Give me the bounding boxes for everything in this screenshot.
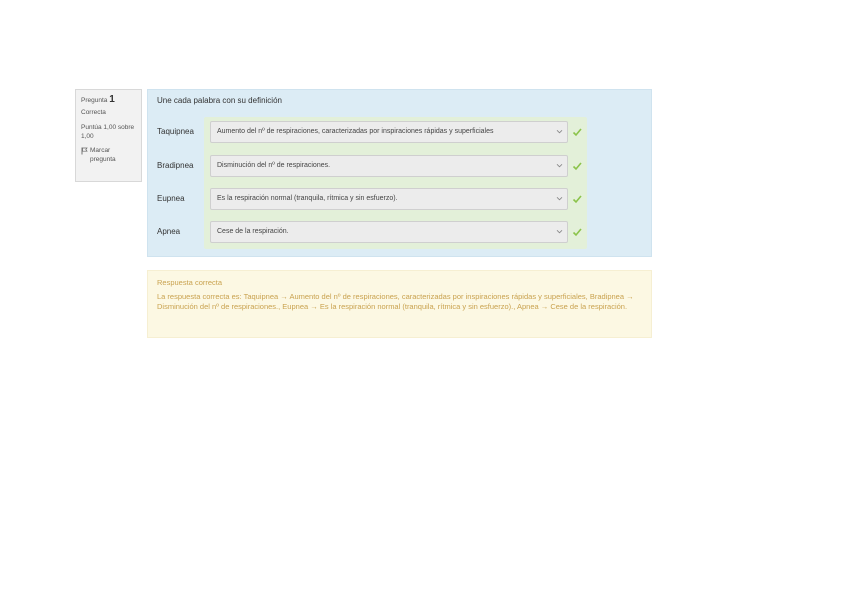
definition-select[interactable]	[210, 121, 568, 143]
question-info	[75, 89, 142, 182]
chevron-down-icon	[556, 162, 563, 169]
term-label: Eupnea	[157, 194, 185, 203]
select-value: Es la respiración normal (tranquila, rítmica y sin esfuerzo).	[217, 195, 398, 202]
select-value: Aumento del nº de respiraciones, caracterizadas por inspiraciones rápidas y superficiales	[217, 128, 494, 135]
flag-question-button[interactable]	[81, 146, 136, 164]
chevron-down-icon	[556, 128, 563, 135]
definition-select[interactable]	[210, 188, 568, 210]
definition-select[interactable]	[210, 221, 568, 243]
check-icon	[572, 161, 582, 171]
question-state: Correcta	[81, 109, 106, 116]
question-number-row	[81, 94, 136, 106]
answer-row	[157, 151, 587, 181]
answer-table	[157, 117, 587, 249]
check-icon	[572, 127, 582, 137]
flag-question-label: Marcar pregunta	[90, 147, 116, 163]
question-grade: Puntúa 1,00 sobre 1,00	[81, 124, 135, 140]
select-value: Disminución del nº de respiraciones.	[217, 162, 331, 169]
answer-row	[157, 217, 587, 247]
flag-icon	[81, 147, 88, 155]
term-label: Apnea	[157, 227, 181, 236]
select-value: Cese de la respiración.	[217, 228, 289, 235]
chevron-down-icon	[556, 228, 563, 235]
question-label: Pregunta	[81, 97, 108, 104]
feedback-heading: Respuesta correcta	[157, 278, 223, 287]
feedback-panel	[147, 270, 652, 338]
question-text: Une cada palabra con su definición	[157, 96, 282, 105]
chevron-down-icon	[556, 195, 563, 202]
answer-row	[157, 117, 587, 147]
term-label: Taquipnea	[157, 127, 194, 136]
answer-row	[157, 184, 587, 214]
definition-select[interactable]	[210, 155, 568, 177]
question-number: 1	[109, 94, 115, 105]
check-icon	[572, 227, 582, 237]
question-formulation	[147, 89, 652, 257]
correct-answer-text: La respuesta correcta es: Taquipnea → Aumento del nº de respiraciones, caracterizadas por inspiraciones rápidas y superficiales, Bradipnea → Disminución del nº de respiraciones., Eupnea → Es la respiración normal (tranquila, rítmica y sin esfuerzo)., Apnea → Cese de la respiración.	[157, 291, 634, 311]
term-label: Bradipnea	[157, 161, 194, 170]
check-icon	[572, 194, 582, 204]
